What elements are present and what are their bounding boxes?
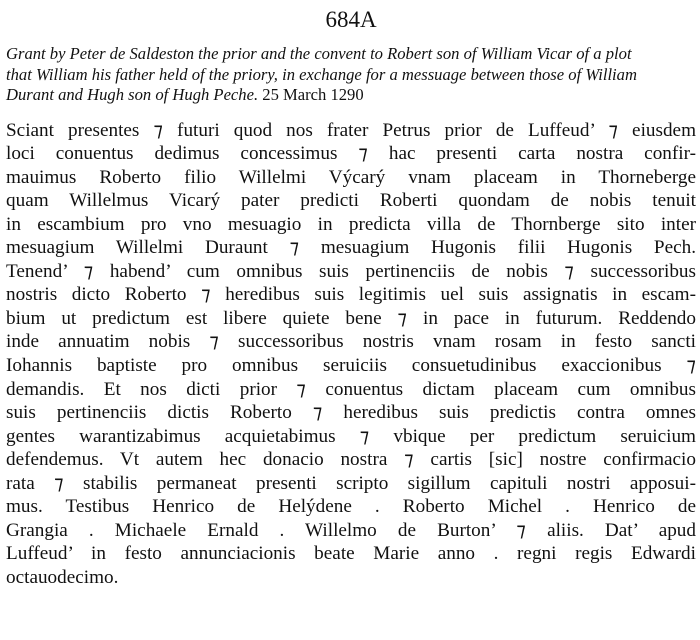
text-line: loci conuentus dedimus concessimus ⁊ hac presenti carta nostra confir- <box>6 143 696 165</box>
charter-page <box>6 0 696 589</box>
text-line: mesuagium Willelmi Duraunt ⁊ mesuagium Hugonis filii Hugonis Pech. <box>6 237 696 259</box>
text-line: inde annuatim nobis ⁊ successoribus nostris vnam rosam in festo sancti <box>6 331 696 353</box>
text-line: rata ⁊ stabilis permaneat presenti scripto sigillum capituli nostri apposui- <box>6 472 696 494</box>
text-line: Sciant presentes ⁊ futuri quod nos frater Petrus prior de Luffeud’ ⁊ eiusdem <box>6 119 696 141</box>
text-line: Luffeud’ in festo annunciacionis beate Marie anno . regni regis Edwardi <box>6 543 696 565</box>
summary-line: Durant and Hugh son of Hugh Peche. <box>6 85 259 104</box>
document-number: 684A <box>325 7 377 32</box>
document-summary <box>6 44 696 106</box>
text-line: mus. Testibus Henrico de Helýdene . Roberto Michel . Henrico de <box>6 496 696 518</box>
text-line: Grangia . Michaele Ernald . Willelmo de Burton’ ⁊ aliis. Dat’ apud <box>6 519 696 541</box>
text-line: mauimus Roberto filio Willelmi Výcarý vnam placeam in Thorneberge <box>6 166 696 188</box>
text-line: defendemus. Vt autem hec donacio nostra ⁊ cartis [sic] nostre confirmacio <box>6 449 696 471</box>
text-line: Tenend’ ⁊ habend’ cum omnibus suis pertinenciis de nobis ⁊ successoribus <box>6 260 696 282</box>
text-line: Iohannis baptiste pro omnibus seruiciis consuetudinibus exaccionibus ⁊ <box>6 354 696 376</box>
text-line: quam Willelmus Vicarý pater predicti Roberti quondam de nobis tenuit <box>6 190 696 212</box>
summary-line: Grant by Peter de Saldeston the prior and the convent to Robert son of William Vicar of a plot <box>6 44 632 63</box>
text-line: octauodecimo. <box>6 566 119 588</box>
text-line: demandis. Et nos dicti prior ⁊ conuentus dictam placeam cum omnibus <box>6 378 696 400</box>
text-line: suis pertinenciis dictis Roberto ⁊ heredibus suis predictis contra omnes <box>6 402 696 424</box>
summary-line: that William his father held of the priory, in exchange for a messuage between those of William <box>6 64 637 84</box>
text-line: in escambium pro vno mesuagio in predicta villa de Thornberge sito inter <box>6 213 696 235</box>
text-line: bium ut predictum est libere quiete bene ⁊ in pace in futurum. Reddendo <box>6 307 696 329</box>
text-line: gentes warantizabimus acquietabimus ⁊ vbique per predictum seruicium <box>6 425 696 447</box>
document-date: 25 March 1290 <box>262 85 364 104</box>
text-line: nostris dicto Roberto ⁊ heredibus suis legitimis uel suis assignatis in escam- <box>6 284 696 306</box>
charter-text <box>6 119 696 590</box>
